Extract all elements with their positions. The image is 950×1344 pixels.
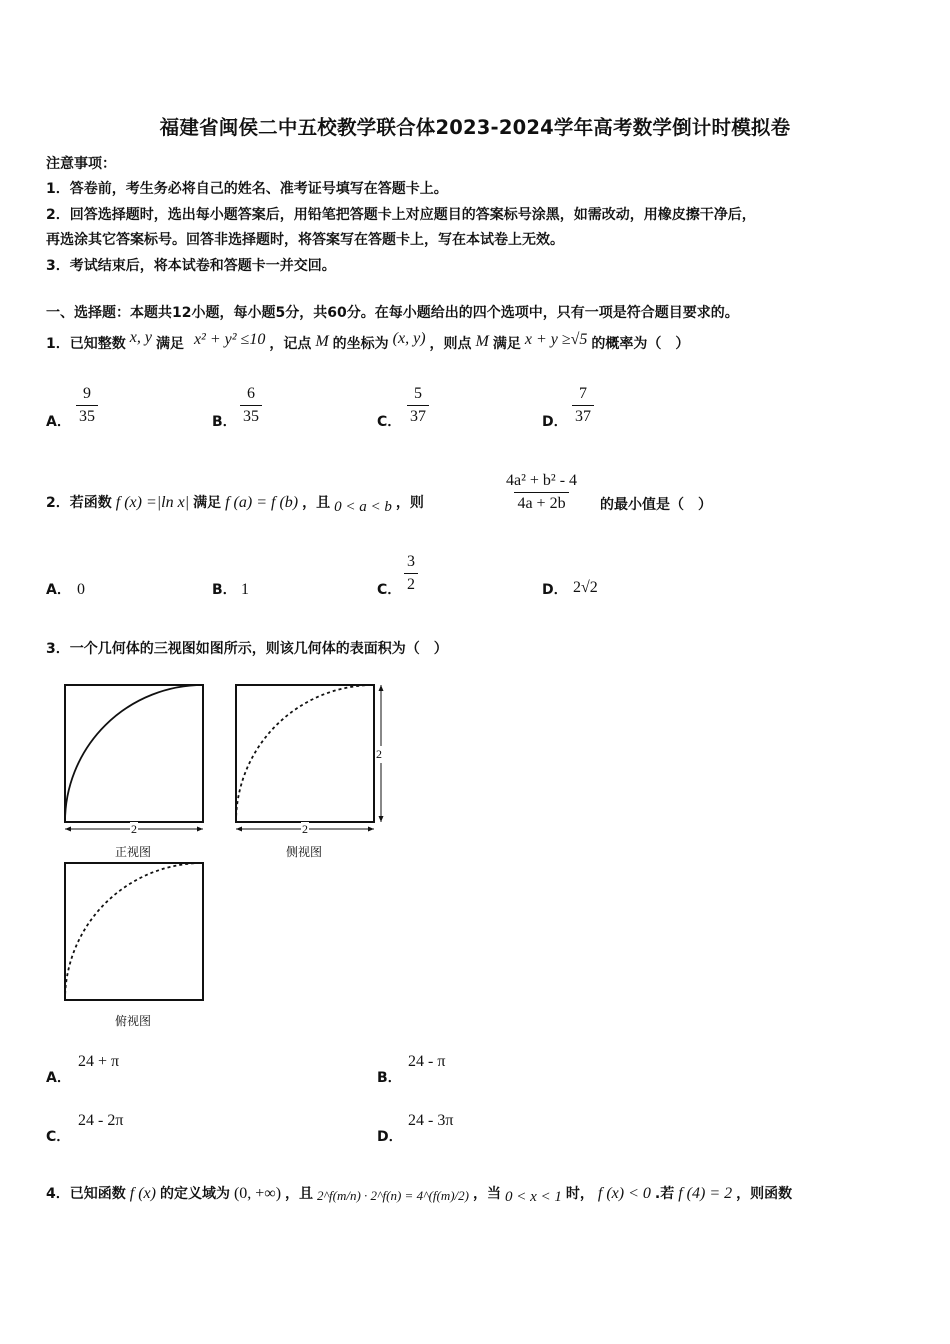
q1-math: M [475, 333, 489, 350]
side-view-caption: 侧视图 [286, 845, 323, 859]
q1-text: 满足 [155, 336, 184, 352]
q4-text: .若 [654, 1186, 675, 1202]
q4-text: ，则函数 [736, 1186, 793, 1202]
q3-option-label: C． [46, 1129, 71, 1145]
q2-option-d: 2√2 [573, 579, 598, 596]
q2-math: f (x) =|ln x| [115, 494, 190, 511]
q1-option-a: $\frac{9}{35}$ [76, 385, 98, 426]
q4-text: ，当 [473, 1186, 501, 1202]
q1-math: x² + y² ≤10 [193, 331, 266, 348]
front-view-figure [64, 684, 206, 830]
q1-option-c: $\frac{5}{37}$ [407, 385, 429, 426]
q1-text: ，则点 [429, 336, 472, 352]
q2-text: 2．若函数 [46, 495, 112, 511]
q4-math: f (x) [129, 1185, 156, 1202]
q1-option-label: B． [212, 414, 237, 430]
dimension-label: 2 [302, 822, 308, 836]
question-2 [46, 492, 424, 515]
q2-option-label: B． [212, 582, 237, 598]
q1-text: 的概率为（ ） [591, 336, 690, 352]
q2-option-label: C． [377, 582, 402, 598]
q4-math: 0 < x < 1 [505, 1189, 562, 1205]
notice-item: 1．答卷前，考生务必将自己的姓名、准考证号填写在答题卡上。 [46, 181, 448, 197]
q4-text: ，且 [285, 1186, 314, 1202]
top-view-figure [64, 862, 206, 1004]
q1-text: 的坐标为 [332, 336, 389, 352]
section-heading: 一、选择题：本题共12小题，每小题5分，共60分。在每小题给出的四个选项中，只有一项是符合题目要求的。 [46, 305, 739, 321]
q1-math: M [315, 333, 329, 350]
q3-option-label: B． [377, 1070, 402, 1086]
q2-option-b: 1 [241, 581, 249, 598]
q1-text: 1．已知整数 [46, 336, 126, 352]
notice-item: 3．考试结束后，将本试卷和答题卡一并交回。 [46, 258, 336, 274]
q1-option-label: C． [377, 414, 402, 430]
q2-text: 满足 [193, 495, 222, 511]
notice-heading: 注意事项： [46, 156, 116, 172]
q1-math: (x, y) [392, 330, 426, 347]
q2-option-c: $\frac{3}{2}$ [404, 553, 418, 594]
q2-option-label: D． [542, 582, 568, 598]
question-4 [46, 1183, 792, 1203]
q4-text: 时， [565, 1186, 594, 1202]
q4-text: 4．已知函数 [46, 1186, 126, 1202]
q2-text: ，则 [395, 495, 424, 511]
question-1 [46, 329, 690, 353]
q1-option-label: D． [542, 414, 568, 430]
q3-option-a: 24 + π [78, 1053, 120, 1070]
question-3: 3．一个几何体的三视图如图所示，则该几何体的表面积为（ ） [46, 641, 448, 657]
q1-math: x + y ≥√5 [524, 331, 588, 348]
q3-option-label: A． [46, 1070, 71, 1086]
notice-item: 2．回答选择题时，选出每小题答案后，用铅笔把答题卡上对应题目的答案标号涂黑，如需改动，用橡皮擦干净后， [46, 207, 756, 223]
q3-option-d: 24 - 3π [408, 1112, 454, 1129]
dimension-label: 2 [376, 747, 382, 761]
notice-item: 再选涂其它答案标号。回答非选择题时，将答案写在答题卡上，写在本试卷上无效。 [46, 232, 564, 248]
q3-option-label: D． [377, 1129, 403, 1145]
q1-option-label: A． [46, 414, 71, 430]
dimension-label: 2 [131, 822, 137, 836]
q2-option-a: 0 [77, 581, 85, 598]
q2-fraction: $\frac{\text{4a² + b² - 4}}{4a + 2b}$ [506, 472, 578, 512]
page-title: 福建省闽侯二中五校教学联合体2023-2024学年高考数学倒计时模拟卷 [159, 116, 791, 139]
q4-math: f (x) < 0 [597, 1185, 651, 1202]
q2-option-label: A． [46, 582, 71, 598]
q1-text: 满足 [492, 336, 521, 352]
q2-text: ，且 [302, 495, 331, 511]
top-view-caption: 俯视图 [115, 1014, 152, 1028]
q4-text: 的定义域为 [159, 1186, 230, 1202]
q3-option-c: 24 - 2π [78, 1112, 124, 1129]
q1-option-b: $\frac{6}{35}$ [240, 385, 262, 426]
q2-text: 的最小值是（ ） [600, 497, 712, 513]
q1-math: x, y [129, 329, 152, 346]
q4-math: f (4) = 2 [678, 1185, 733, 1202]
q3-option-b: 24 - π [408, 1053, 446, 1070]
q2-math: f (a) = f (b) [225, 494, 299, 511]
q1-text: ，记点 [269, 336, 312, 352]
q1-option-d: $\frac{7}{37}$ [572, 385, 594, 426]
q2-math: 0 < a < b [334, 499, 392, 515]
front-view-caption: 正视图 [115, 845, 152, 859]
q4-math: (0, +∞) [233, 1185, 282, 1202]
side-view-figure [235, 684, 387, 830]
q4-math: 2^f(m/n) · 2^f(n) = 4^(f(m)/2) [317, 1188, 469, 1203]
